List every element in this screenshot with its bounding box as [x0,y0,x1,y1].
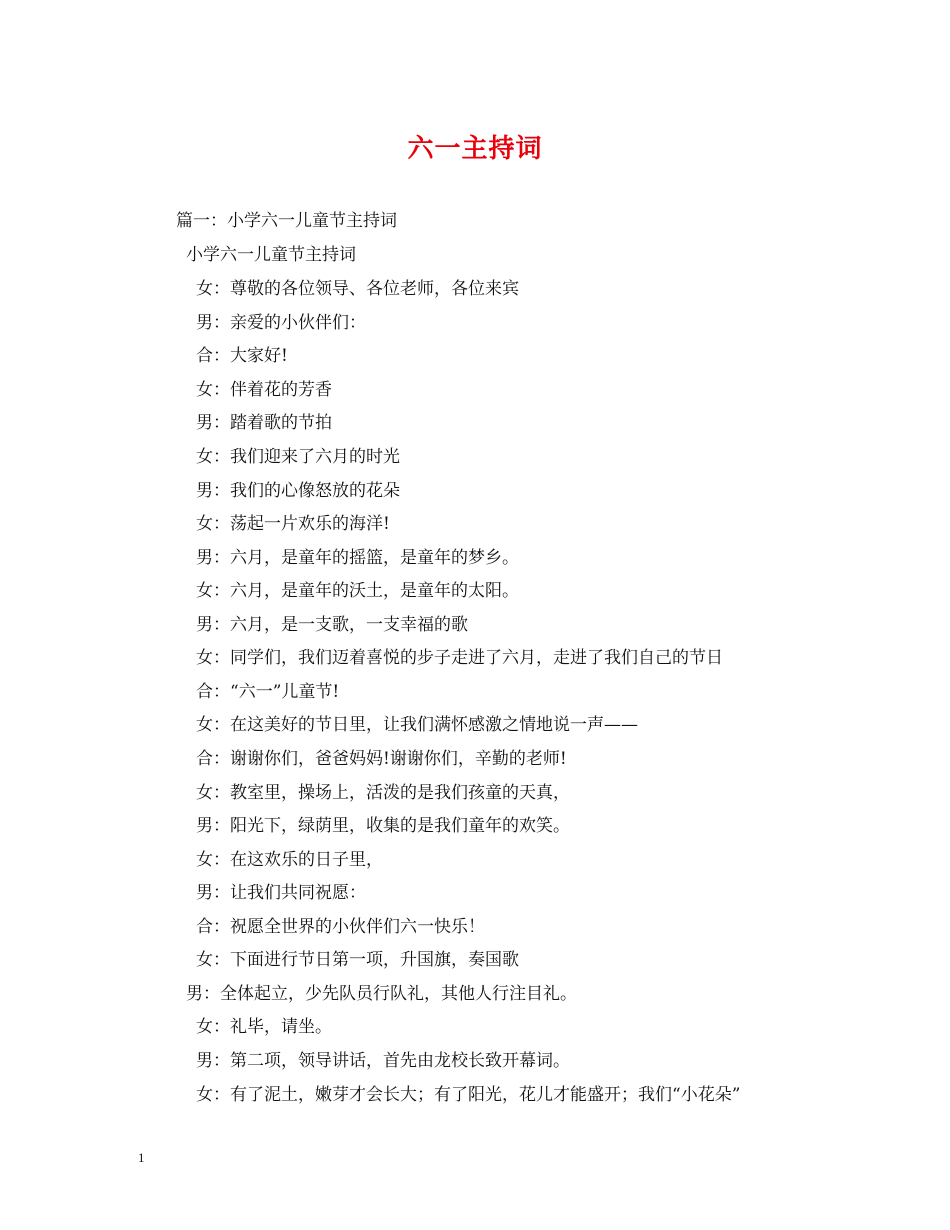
script-line: 男：第二项，领导讲话，首先由龙校长致开幕词。 [196,1051,570,1071]
script-line: 男：让我们共同祝愿： [196,883,366,903]
script-line: 女：六月，是童年的沃土，是童年的太阳。 [196,581,519,601]
script-line: 男：踏着歌的节拍 [196,413,332,433]
script-line: 女：我们迎来了六月的时光 [196,447,400,467]
document-title: 六一主持词 [407,134,543,164]
script-line: 女：在这美好的节日里，让我们满怀感激之情地说一声—— [196,715,638,735]
script-line: 女：礼毕，请坐。 [196,1017,332,1037]
script-line: 男：六月，是童年的摇篮，是童年的梦乡。 [196,548,519,568]
script-line: 女：下面进行节日第一项，升国旗，奏国歌 [196,950,519,970]
script-line: 女：荡起一片欢乐的海洋! [196,514,390,534]
script-line: 男：阳光下，绿荫里，收集的是我们童年的欢笑。 [196,816,570,836]
script-line: 女：在这欢乐的日子里， [196,850,383,870]
script-line: 男：全体起立，少先队员行队礼，其他人行注目礼。 [186,984,577,1004]
script-line: 合：“六一”儿童节! [196,682,340,702]
subheading: 小学六一儿童节主持词 [186,245,356,265]
script-line: 男：六月，是一支歌，一支幸福的歌 [196,615,468,635]
script-line: 男：亲爱的小伙伴们： [196,313,366,333]
script-line: 女：教室里，操场上，活泼的是我们孩童的天真， [196,783,570,803]
page-number: 1 [138,1150,145,1165]
section-heading: 篇一：小学六一儿童节主持词 [176,211,397,231]
script-line: 女：伴着花的芳香 [196,380,332,400]
script-line: 男：我们的心像怒放的花朵 [196,481,400,501]
script-line: 合：大家好! [196,346,288,366]
script-line: 合：祝愿全世界的小伙伴们六一快乐！ [196,917,485,937]
script-line: 女：尊敬的各位领导、各位老师，各位来宾 [196,279,519,299]
script-line: 女：同学们，我们迈着喜悦的步子走进了六月，走进了我们自己的节日 [196,648,723,668]
script-line: 女：有了泥土，嫩芽才会长大；有了阳光，花儿才能盛开；我们“小花朵” [196,1085,741,1105]
script-line: 合：谢谢你们，爸爸妈妈!谢谢你们，辛勤的老师! [196,749,567,769]
